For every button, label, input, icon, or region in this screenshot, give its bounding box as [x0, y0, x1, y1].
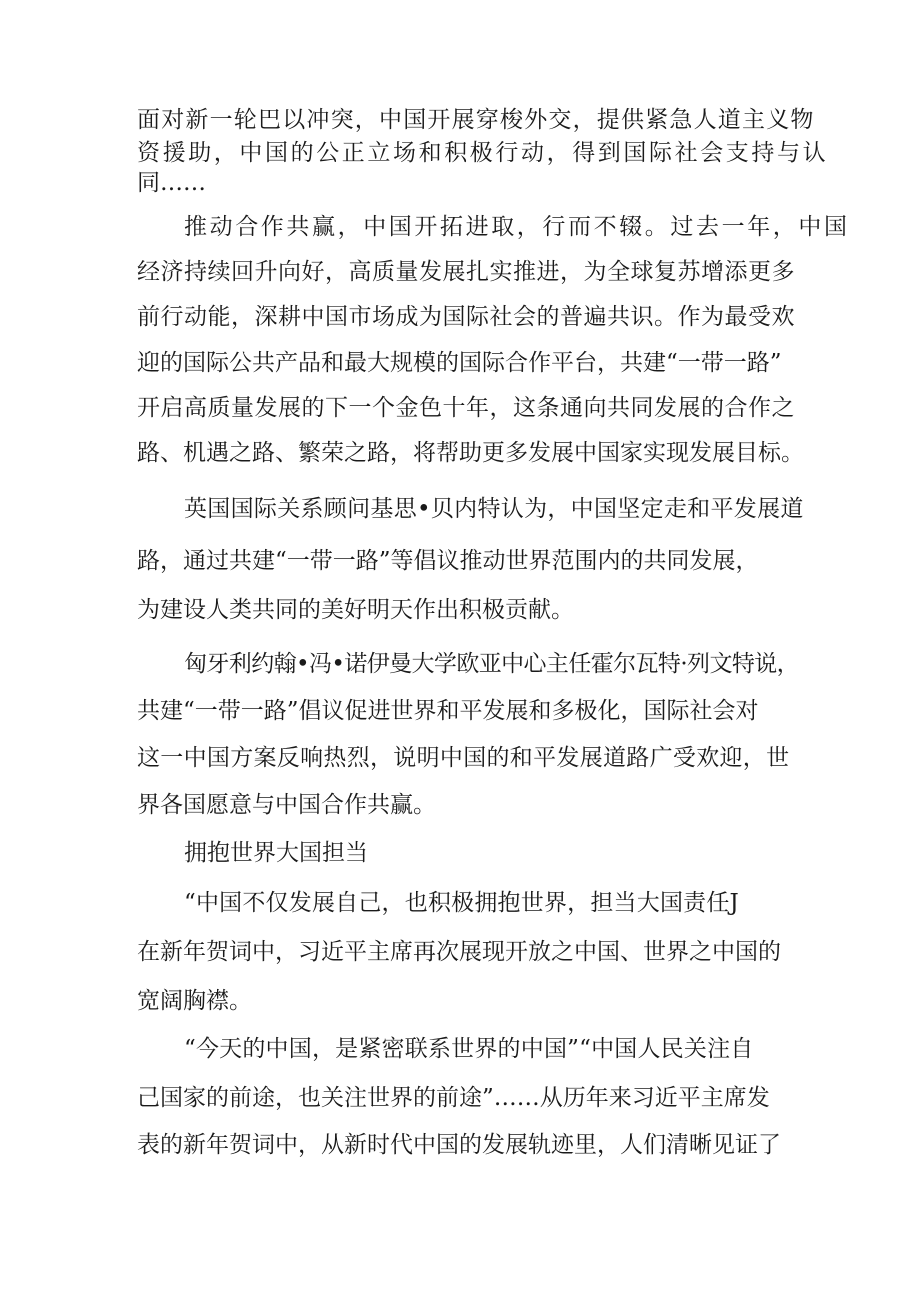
- paragraph-7-line-3: 表的新年贺词中，从新时代中国的发展轨迹里，人们清晰见证了: [137, 1132, 781, 1158]
- paragraph-6-line-3: 宽阔胸襟。: [137, 988, 252, 1014]
- paragraph-6-line-2: 在新年贺词中，习近平主席再次展现开放之中国、世界之中国的: [137, 939, 781, 965]
- paragraph-3-line-2: 路，通过共建“一带一路”等倡议推动世界范围内的共同发展，: [137, 548, 759, 574]
- paragraph-4-line-2: 共建“一带一路”倡议促进世界和平发展和多极化，国际社会对: [137, 698, 759, 724]
- paragraph-1-line-3: 同……: [137, 170, 206, 196]
- paragraph-4-line-3: 这一中国方案反响热烈，说明中国的和平发展道路广受欢迎，世: [137, 745, 790, 771]
- paragraph-2-line-5: 开启高质量发展的下一个金色十年，这条通向共同发展的合作之: [137, 395, 795, 421]
- paragraph-2-line-2: 经济持续回升向好，高质量发展扎实推进，为全球复苏增添更多: [137, 259, 795, 285]
- paragraph-2-line-1: 推动合作共赢，中国开拓进取，行而不辍。过去一年，中国: [184, 214, 850, 240]
- paragraph-4-line-1: 匈牙利约翰•冯•诺伊曼大学欧亚中心主任霍尔瓦特·列文特说，: [184, 651, 800, 677]
- paragraph-3-line-1: 英国国际关系顾问基思•贝内特认为，中国坚定走和平发展道: [184, 496, 804, 522]
- paragraph-2-line-3: 前行动能，深耕中国市场成为国际社会的普遍共识。作为最受欢: [137, 304, 795, 330]
- paragraph-4-line-4: 界各国愿意与中国合作共赢。: [137, 792, 436, 818]
- paragraph-2-line-6: 路、机遇之路、繁荣之路，将帮助更多发展中国家实现发展目标。: [137, 440, 804, 466]
- paragraph-2-line-4: 迎的国际公共产品和最大规模的国际合作平台，共建“一带一路”: [137, 350, 782, 376]
- paragraph-7-line-2: 己国家的前途，也关注世界的前途”……从历年来习近平主席发: [137, 1085, 770, 1111]
- paragraph-7-line-1: “今天的中国，是紧密联系世界的中国”“中国人民关注自: [184, 1036, 754, 1062]
- section-heading: 拥抱世界大国担当: [184, 840, 368, 866]
- paragraph-1-line-1: 面对新一轮巴以冲突，中国开展穿梭外交，提供紧急人道主义物: [137, 107, 815, 133]
- paragraph-6-line-1: “中国不仅发展自己，也积极拥抱世界，担当大国责任J: [184, 890, 739, 916]
- paragraph-3-line-3: 为建设人类共同的美好明天作出积极贡献。: [137, 597, 574, 623]
- paragraph-1-line-2: 资援助，中国的公正立场和积极行动，得到国际社会支持与认: [137, 140, 829, 166]
